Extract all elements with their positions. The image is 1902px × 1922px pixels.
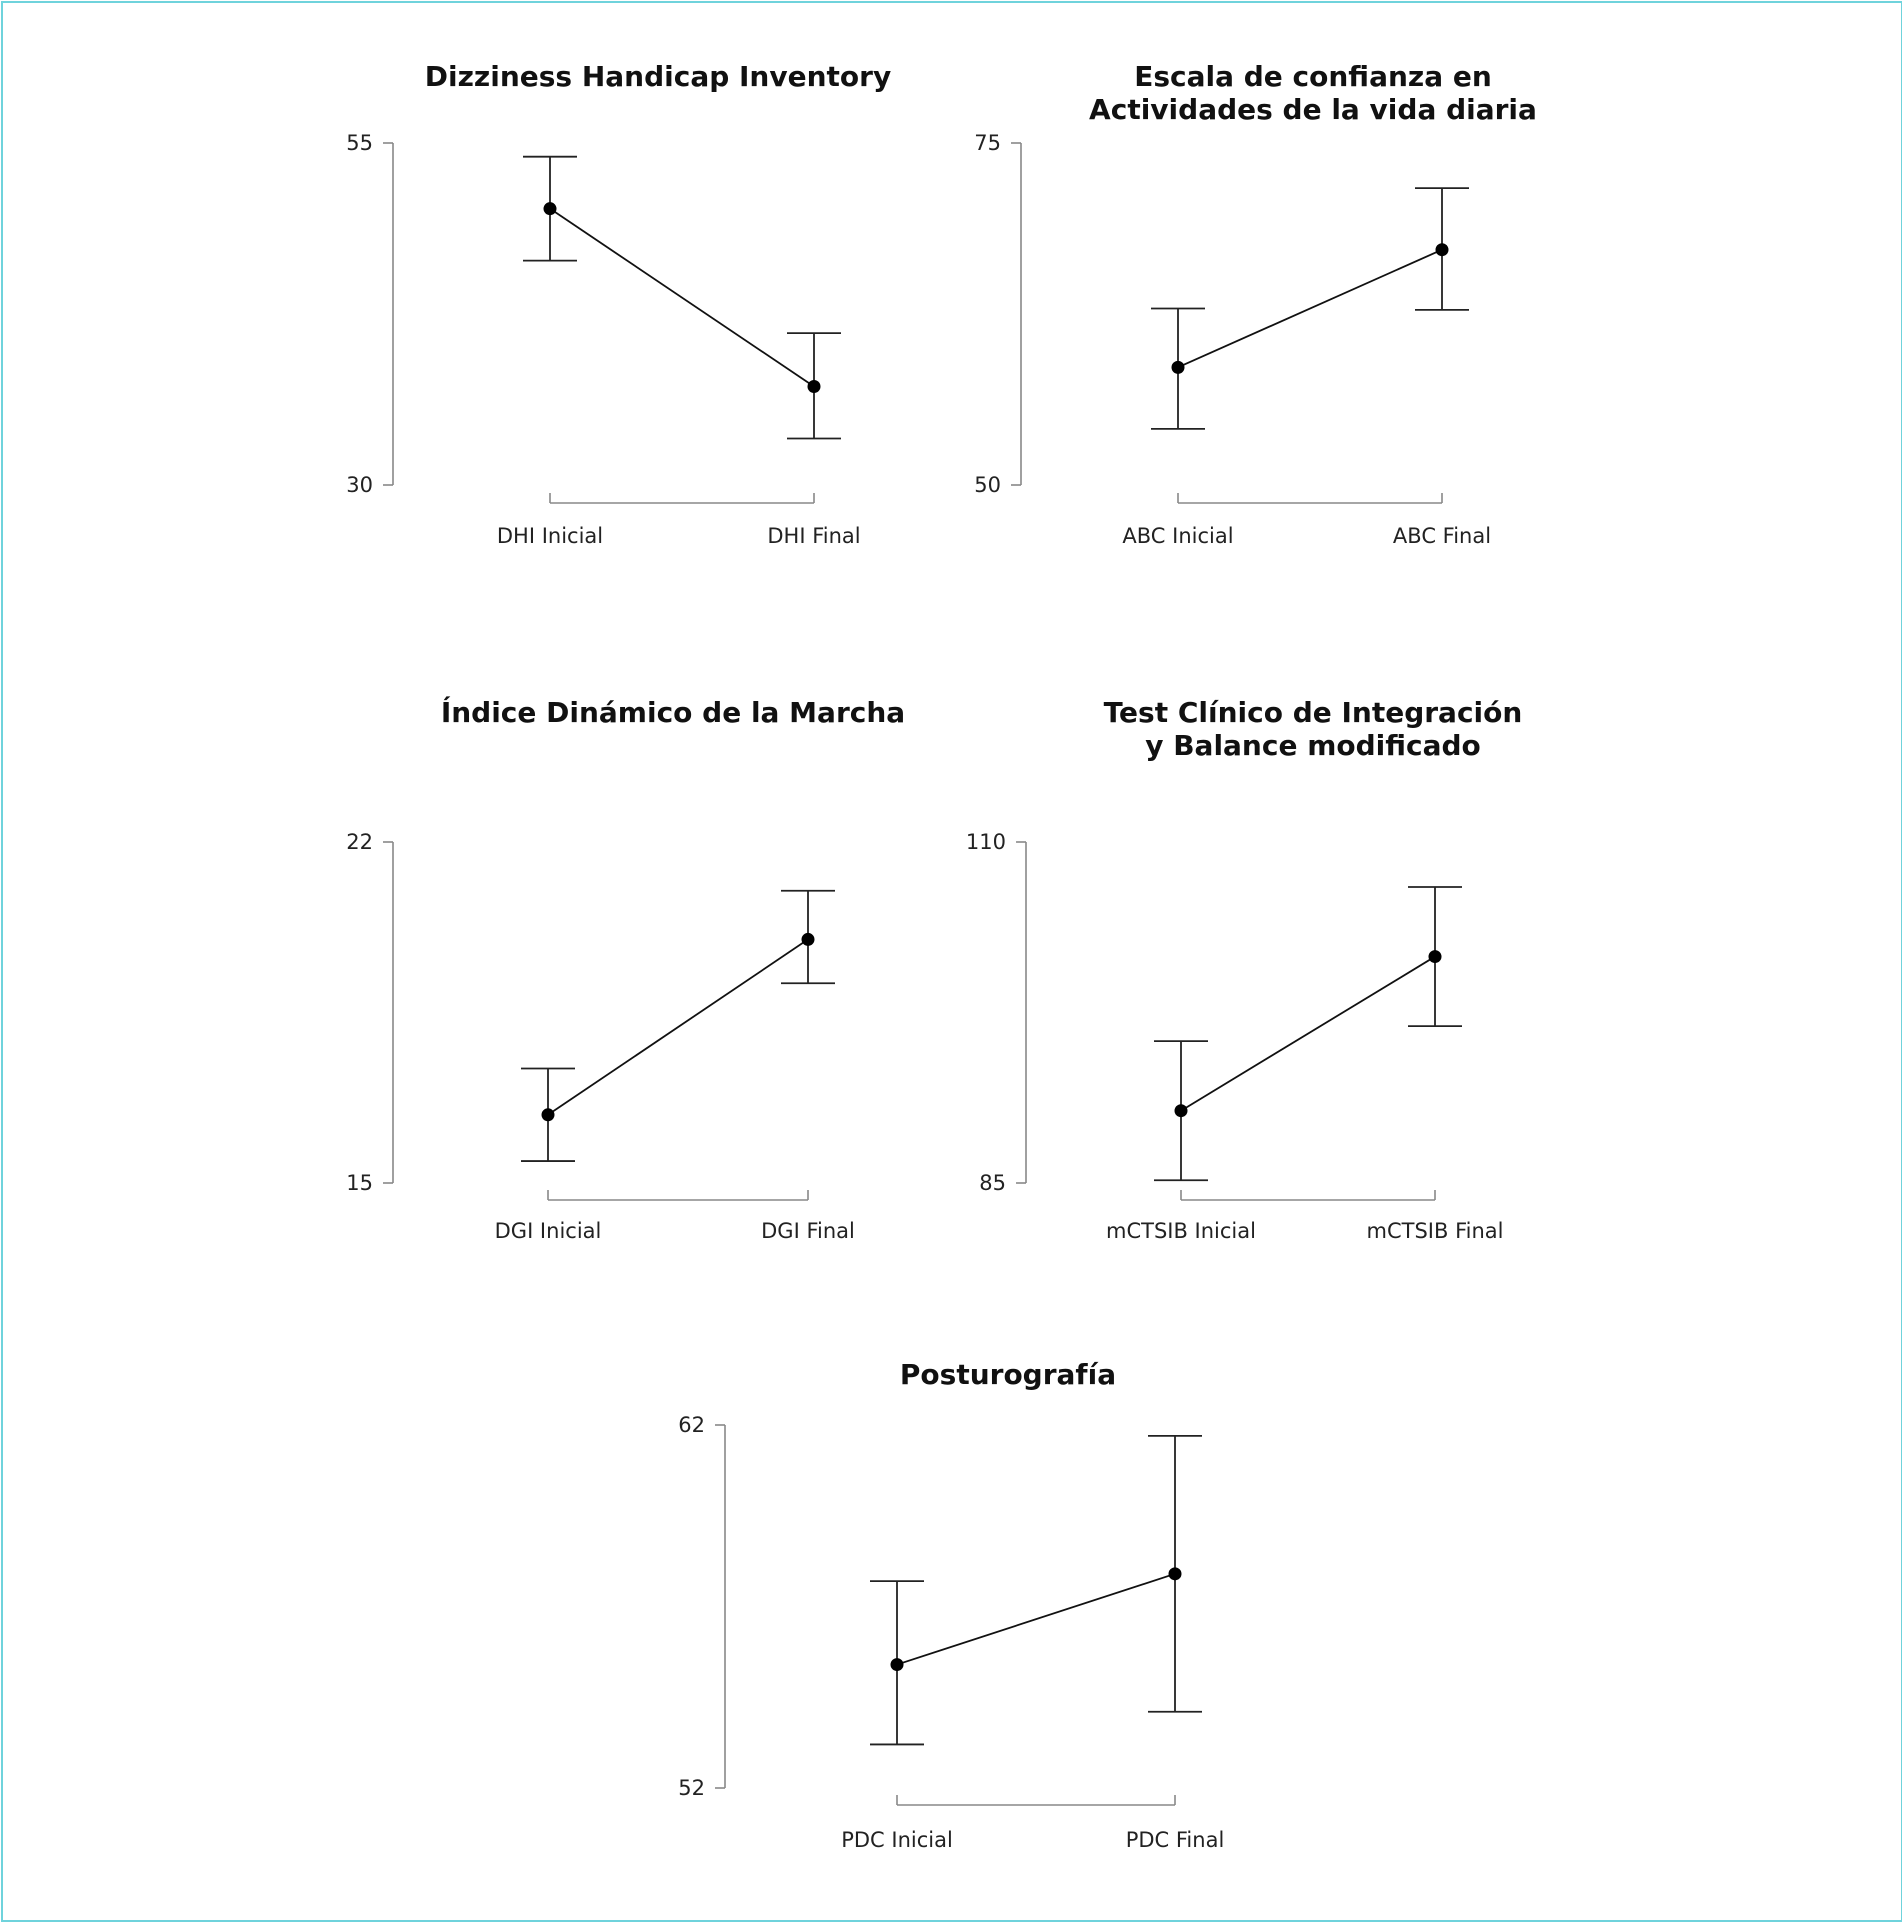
chart-1-x-tick-label-1: DHI Inicial <box>496 524 604 548</box>
chart-3-point-1 <box>542 1108 555 1121</box>
chart-2-title-line-1: Escala de confianza en <box>1134 60 1492 93</box>
chart-5-x-tick-label-1: PDC Inicial <box>841 1828 953 1852</box>
chart-4-series-line <box>1181 957 1435 1111</box>
chart-3-series-line <box>548 939 808 1114</box>
chart-2-series-line <box>1178 250 1442 368</box>
chart-3-y-tick-label-1: 22 <box>346 830 373 854</box>
chart-2-y-tick-label-2: 50 <box>974 473 1001 497</box>
chart-4-x-tick-label-2: mCTSIB Final <box>1366 1219 1504 1243</box>
chart-1-series-line <box>550 209 814 387</box>
chart-5-y-tick-label-2: 52 <box>678 1776 705 1800</box>
chart-1-point-2 <box>808 380 821 393</box>
chart-4-point-2 <box>1429 950 1442 963</box>
chart-1-point-1 <box>544 202 557 215</box>
chart-1-y-tick-label-2: 30 <box>346 473 373 497</box>
chart-2-x-tick-label-2: ABC Final <box>1392 524 1492 548</box>
chart-2-x-tick-label-1: ABC Inicial <box>1122 524 1234 548</box>
figure-frame <box>1 1 1902 1922</box>
chart-4-title-line-2: y Balance modificado <box>1145 729 1481 762</box>
chart-5-title-line-1: Posturografía <box>899 1358 1117 1391</box>
chart-3-point-2 <box>802 933 815 946</box>
chart-1-title-line-1: Dizziness Handicap Inventory <box>424 60 892 93</box>
chart-3-y-tick-label-2: 15 <box>346 1171 373 1195</box>
chart-2-y-tick-label-1: 75 <box>974 131 1001 155</box>
chart-2-point-2 <box>1436 243 1449 256</box>
chart-4-x-tick-label-1: mCTSIB Inicial <box>1106 1219 1256 1243</box>
chart-4-point-1 <box>1175 1104 1188 1117</box>
chart-2-point-1 <box>1172 361 1185 374</box>
chart-5-y-tick-label-1: 62 <box>678 1413 705 1437</box>
figure-svg <box>3 3 1901 1920</box>
chart-2-title-line-2: Actividades de la vida diaria <box>1089 93 1537 126</box>
chart-5-series-line <box>897 1574 1175 1665</box>
chart-5-point-1 <box>891 1658 904 1671</box>
chart-1-x-tick-label-2: DHI Final <box>767 524 861 548</box>
chart-5-x-tick-label-2: PDC Final <box>1125 1828 1225 1852</box>
chart-3-x-tick-label-1: DGI Inicial <box>494 1219 602 1243</box>
chart-5-point-2 <box>1169 1567 1182 1580</box>
chart-4-y-tick-label-2: 85 <box>979 1171 1006 1195</box>
chart-4-title-line-1: Test Clínico de Integración <box>1103 696 1523 729</box>
chart-3-x-tick-label-2: DGI Final <box>761 1219 855 1243</box>
chart-4-y-tick-label-1: 110 <box>965 830 1006 854</box>
chart-3-title-line-1: Índice Dinámico de la Marcha <box>440 696 906 729</box>
chart-1-y-tick-label-1: 55 <box>346 131 373 155</box>
